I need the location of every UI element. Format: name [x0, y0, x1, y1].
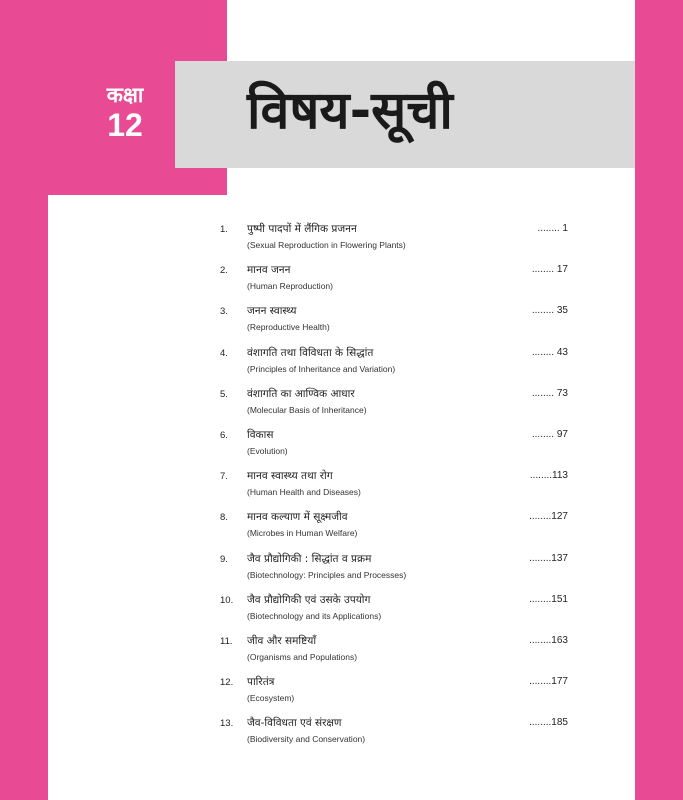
- toc-entry[interactable]: [220, 716, 570, 757]
- chapter-page-number: ........ 1: [537, 223, 568, 234]
- chapter-title-hindi: जैव प्रौद्योगिकी : सिद्धांत व प्रक्रम: [247, 552, 372, 565]
- chapter-title-english: (Evolution): [247, 445, 288, 456]
- chapter-number: 9.: [220, 553, 228, 565]
- chapter-number: 10.: [220, 594, 234, 606]
- chapter-page-number: ........137: [529, 552, 568, 564]
- chapter-title-hindi: विकास: [247, 428, 274, 441]
- toc-entry[interactable]: [220, 387, 570, 428]
- chapter-page-number: ........ 43: [531, 346, 568, 358]
- page-title: विषय-सूची: [247, 81, 453, 141]
- chapter-title-english: (Human Health and Diseases): [247, 487, 361, 498]
- chapter-title-english: (Biotechnology: Principles and Processes): [247, 569, 407, 580]
- chapter-number: 2.: [220, 265, 228, 277]
- chapter-title-hindi: वंशागति तथा विविधता के सिद्धांत: [247, 346, 374, 359]
- left-pink-border: [0, 0, 48, 800]
- chapter-number: 12.: [220, 677, 234, 689]
- chapter-page-number: ........127: [529, 511, 568, 523]
- chapter-page-number: ........177: [529, 676, 568, 688]
- toc-entry[interactable]: [220, 593, 570, 634]
- title-banner: [175, 61, 635, 168]
- chapter-title-english: (Organisms and Populations): [247, 651, 358, 662]
- toc-entry[interactable]: [220, 510, 570, 551]
- grade-badge: [90, 84, 160, 142]
- chapter-title-hindi: मानव जनन: [247, 264, 291, 277]
- chapter-title-hindi: वंशागति का आण्विक आधार: [247, 387, 355, 400]
- chapter-number: 6.: [220, 429, 228, 441]
- chapter-title-english: (Microbes in Human Welfare): [247, 528, 358, 539]
- right-pink-border: [635, 0, 683, 800]
- toc-entry[interactable]: [220, 428, 570, 469]
- toc-entry[interactable]: [220, 552, 570, 593]
- chapter-title-english: (Molecular Basis of Inheritance): [247, 404, 367, 415]
- chapter-title-english: (Sexual Reproduction in Flowering Plants): [247, 240, 406, 250]
- chapter-page-number: ........ 73: [531, 387, 568, 399]
- chapter-number: 4.: [220, 347, 228, 359]
- toc-entry[interactable]: [220, 675, 570, 716]
- chapter-page-number: ........ 17: [531, 264, 568, 276]
- chapter-page-number: ........ 97: [531, 428, 568, 440]
- chapter-number: 8.: [220, 512, 228, 524]
- chapter-title-hindi: पारितंत्र: [247, 676, 275, 689]
- chapter-title-english: (Biotechnology and its Applications): [247, 610, 382, 621]
- chapter-page-number: ........163: [529, 634, 568, 646]
- chapter-page-number: ........113: [529, 470, 568, 482]
- toc-entry[interactable]: [220, 263, 570, 304]
- chapter-title-english: (Reproductive Health): [247, 322, 330, 333]
- chapter-title-hindi: जैव-विविधता एवं संरक्षण: [247, 717, 342, 730]
- chapter-page-number: ........151: [529, 593, 568, 605]
- chapter-number: 13.: [220, 718, 234, 730]
- grade-label: कक्षा: [106, 83, 144, 107]
- chapter-number: 5.: [220, 388, 228, 400]
- chapter-page-number: ........ 35: [531, 305, 568, 317]
- chapter-title-english: (Ecosystem): [247, 693, 295, 704]
- chapter-title-hindi: मानव कल्याण में सूक्ष्मजीव: [247, 511, 348, 524]
- chapter-page-number: ........185: [529, 717, 568, 729]
- chapter-title-hindi: जैव प्रौद्योगिकी एवं उसके उपयोग: [247, 593, 371, 606]
- toc-entry[interactable]: [220, 634, 570, 675]
- toc-entry[interactable]: [220, 222, 570, 263]
- table-of-contents: [220, 222, 570, 757]
- toc-entry[interactable]: [220, 346, 570, 387]
- toc-entry[interactable]: [220, 469, 570, 510]
- chapter-number: 1.: [220, 224, 228, 235]
- grade-number: 12: [107, 107, 143, 143]
- chapter-number: 7.: [220, 471, 228, 483]
- chapter-title-hindi: मानव स्वास्थ्य तथा रोग: [247, 470, 333, 483]
- toc-entry[interactable]: [220, 304, 570, 345]
- chapter-number: 11.: [220, 635, 233, 647]
- chapter-title-english: (Biodiversity and Conservation): [247, 734, 366, 745]
- chapter-title-hindi: पुष्पी पादपों में लैंगिक प्रजनन: [247, 223, 357, 235]
- chapter-title-hindi: जीव और समष्टियाँ: [247, 634, 317, 647]
- chapter-title-hindi: जनन स्वास्थ्य: [247, 305, 297, 318]
- chapter-title-english: (Human Reproduction): [247, 281, 333, 292]
- chapter-title-english: (Principles of Inheritance and Variation): [247, 363, 396, 374]
- chapter-number: 3.: [220, 306, 228, 318]
